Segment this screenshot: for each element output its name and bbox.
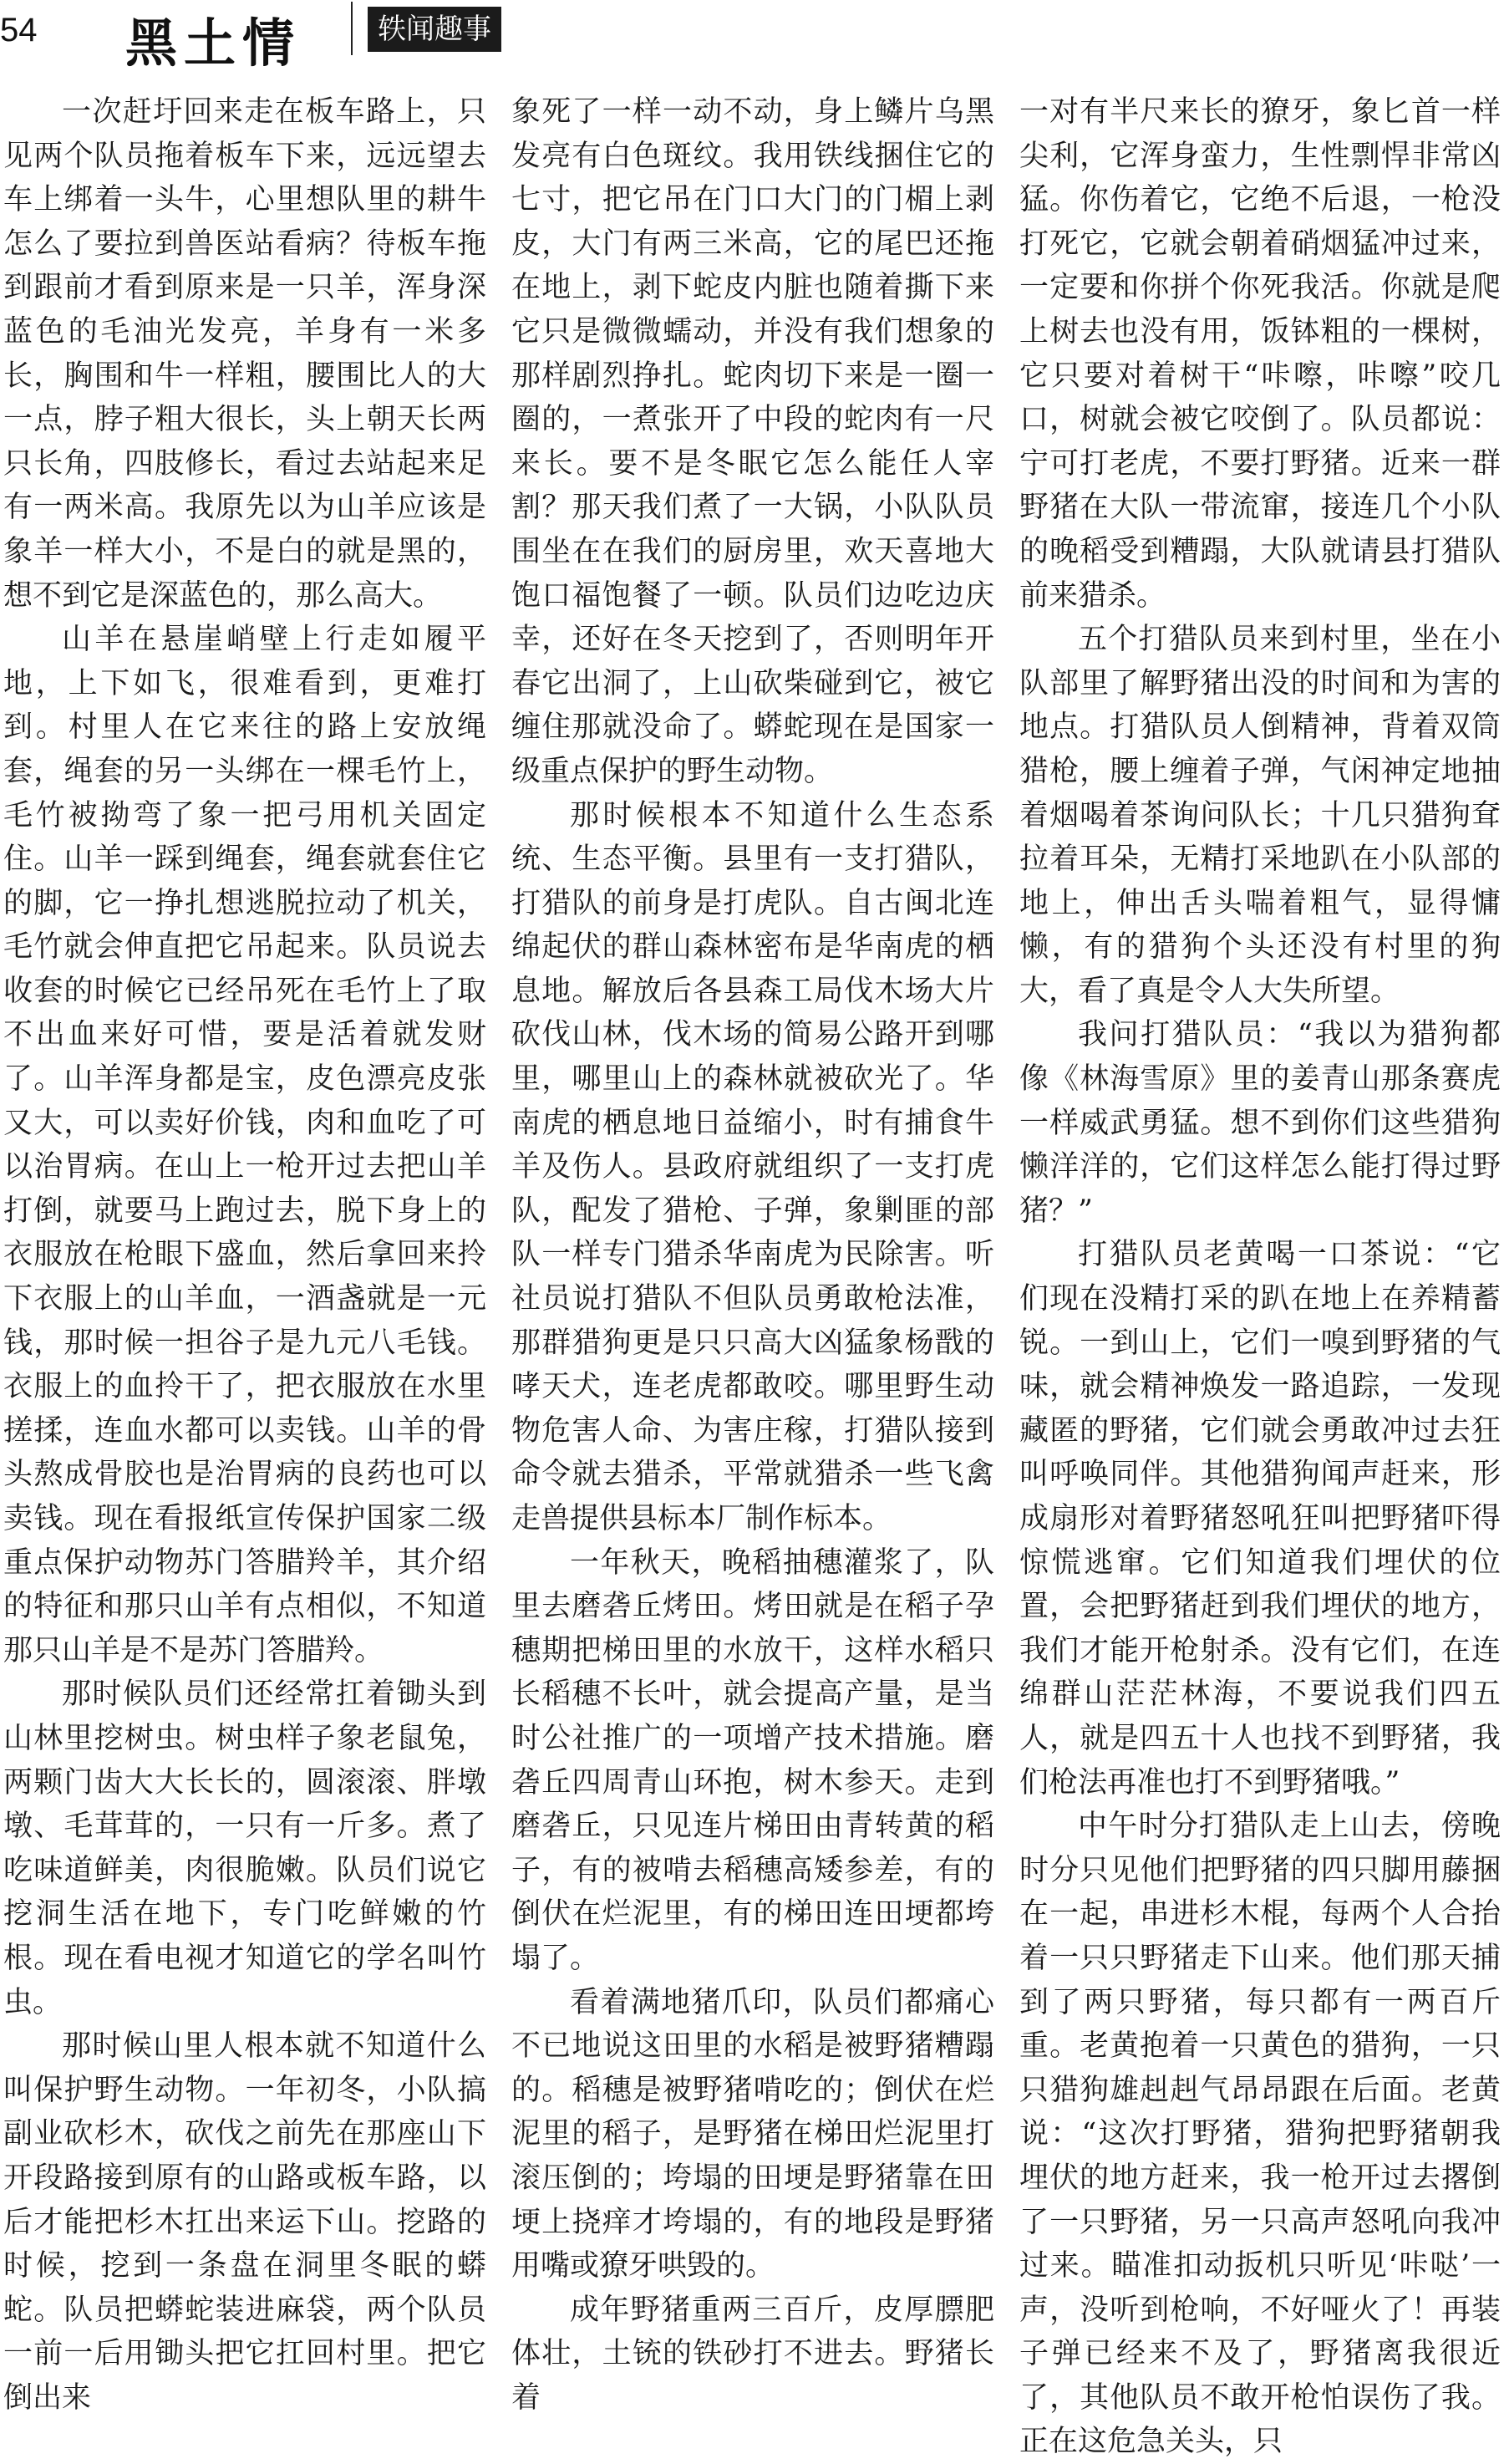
article-paragraph: 看着满地猪爪印，队员们都痛心不已地说这田里的水稻是被野猪糟蹋的。稻穗是被野猪啃吃的；倒伏在烂泥里的稻子，是野猪在梯田烂泥里打滚压倒的；垮塌的田埂是野猪靠在田埂上挠痒才垮塌的，有的地段是野猪用嘴或獠牙哄毁的。: [511, 1985, 994, 2283]
article-paragraph: 一次赶圩回来走在板车路上，只见两个队员拖着板车下来，远远望去车上绑着一头牛，心里想队里的耕牛怎么了要拉到兽医站看病？待板车拖到跟前才看到原来是一只羊，浑身深蓝色的毛油光发亮，羊身有一米多长，胸围和牛一样粗，腰围比人的大一点，脖子粗大很长，头上朝天长两只长角，四肢修长，看过去站起来足有一两米高。我原先以为山羊应该是象羊一样大小，不是白的就是黑的，想不到它是深蓝色的，那么高大。: [3, 95, 486, 613]
article-paragraph: 五个打猎队员来到村里，坐在小队部里了解野猪出没的时间和为害的地点。打猎队员人倒精神，背着双筒猎枪，腰上缠着子弹，气闲神定地抽着烟喝着茶询问队长；十几只猎狗耷拉着耳朵，无精打采地趴在小队部的地上，伸出舌头喘着粗气，显得慵懒，有的猎狗个头还没有村里的狗大，看了真是令人大失所望。: [1019, 623, 1501, 1008]
article-paragraph: 成年野猪重两三百斤，皮厚膘肥体壮，土铳的铁砂打不进去。野猪长着: [511, 2293, 994, 2415]
article-paragraph: 中午时分打猎队走上山去，傍晚时分只见他们把野猪的四只脚用藤捆在一起，串进杉木棍，每两个人合抬着一只只野猪走下山来。他们那天捕到了两只野猪，每只都有一两百斤重。老黄抱着一只黄色的猎狗，一只只猎狗雄赳赳气昂昂跟在后面。老黄说：“这次打野猪，猎狗把野猪朝我埋伏的地方赶来，我一枪开过去撂倒了一只野猪，另一只高声怒吼向我冲过来。瞄准扣动扳机只听见‘咔哒’一声，没听到枪响，不好哑火了！再装子弹已经来不及了，野猪离我很近了，其他队员不敢开枪怕误伤了我。正在这危急关头，只: [1019, 1810, 1501, 2459]
article-column-2: [511, 90, 994, 2415]
article-paragraph: 我问打猎队员：“我以为猎狗都像《林海雪原》里的姜青山那条赛虎一样威武勇猛。想不到你们这些猎狗懒洋洋的，它们这样怎么能打得过野猪？”: [1019, 1018, 1501, 1228]
header-divider: [351, 2, 353, 55]
page-header: [0, 0, 1504, 84]
article-paragraph: 山羊在悬崖峭壁上行走如履平地，上下如飞，很难看到，更难打到。村里人在它来往的路上安放绳套，绳套的另一头绑在一棵毛竹上，毛竹被拗弯了象一把弓用机关固定住。山羊一踩到绳套，绳套就套住它的脚，它一挣扎想逃脱拉动了机关，毛竹就会伸直把它吊起来。队员说去收套的时候它已经吊死在毛竹上了取不出血来好可惜，要是活着就发财了。山羊浑身都是宝，皮色漂亮皮张又大，可以卖好价钱，肉和血吃了可以治胃病。在山上一枪开过去把山羊打倒，就要马上跑过去，脱下身上的衣服放在枪眼下盛血，然后拿回来拎下衣服上的山羊血，一酒盏就是一元钱，那时候一担谷子是九元八毛钱。衣服上的血拎干了，把衣服放在水里搓揉，连血水都可以卖钱。山羊的骨头熬成骨胶也是治胃病的良药也可以卖钱。现在看报纸宣传保护国家二级重点保护动物苏门答腊羚羊，其介绍的特征和那只山羊有点相似，不知道那只山羊是不是苏门答腊羚。: [3, 623, 486, 1667]
article-column-3: [1019, 90, 1501, 2459]
article-paragraph: 一年秋天，晚稻抽穗灌浆了，队里去磨砻丘烤田。烤田就是在稻子孕穗期把梯田里的水放干，这样水稻只长稻穗不长叶，就会提高产量，是当时公社推广的一项增产技术措施。磨砻丘四周青山环抱，树木参天。走到磨砻丘，只见连片梯田由青转黄的稻子，有的被啃去稻穗高矮参差，有的倒伏在烂泥里，有的梯田连田埂都垮塌了。: [511, 1545, 994, 1975]
article-paragraph: 一对有半尺来长的獠牙，象匕首一样尖利，它浑身蛮力，生性剽悍非常凶猛。你伤着它，它绝不后退，一枪没打死它，它就会朝着硝烟猛冲过来，一定要和你拼个你死我活。你就是爬上树去也没有用，饭钵粗的一棵树，它只要对着树干“咔嚓，咔嚓”咬几口，树就会被它咬倒了。队员都说：宁可打老虎，不要打野猪。近来一群野猪在大队一带流窜，接连几个小队的晚稻受到糟蹋，大队就请县打猎队前来猎杀。: [1019, 95, 1501, 613]
article-column-1: [3, 90, 486, 2415]
article-paragraph: 那时候队员们还经常扛着锄头到山林里挖树虫。树虫样子象老鼠兔，两颗门齿大大长长的，圆滚滚、胖墩墩、毛茸茸的，一只有一斤多。煮了吃味道鲜美，肉很脆嫩。队员们说它挖洞生活在地下，专门吃鲜嫩的竹根。现在看电视才知道它的学名叫竹虫。: [3, 1677, 486, 2019]
article-paragraph: 那时候山里人根本就不知道什么叫保护野生动物。一年初冬，小队搞副业砍杉木，砍伐之前先在那座山下开段路接到原有的山路或板车路，以后才能把杉木扛出来运下山。挖路的时候，挖到一条盘在洞里冬眠的蟒蛇。队员把蟒蛇装进麻袋，两个队员一前一后用锄头把它扛回村里。把它倒出来: [3, 2029, 486, 2415]
page-number: 54: [0, 12, 38, 48]
column-tag: 轶闻趣事: [368, 7, 501, 52]
article-paragraph: 打猎队员老黄喝一口茶说：“它们现在没精打采的趴在地上在养精蓄锐。一到山上，它们一嗅到野猪的气味，就会精神焕发一路追踪，一发现藏匿的野猪，它们就会勇敢冲过去狂叫呼唤同伴。其他猎狗闻声赶来，形成扇形对着野猪怒吼狂叫把野猪吓得惊慌逃窜。它们知道我们埋伏的位置，会把野猪赶到我们埋伏的地方，我们才能开枪射杀。没有它们，在连绵群山茫茫林海，不要说我们四五人，就是四五十人也找不到野猪，我们枪法再准也打不到野猪哦。”: [1019, 1238, 1501, 1800]
magazine-title: 黑土情: [125, 13, 302, 74]
article-paragraph: 那时候根本不知道什么生态系统、生态平衡。县里有一支打猎队，打猎队的前身是打虎队。自古闽北连绵起伏的群山森林密布是华南虎的栖息地。解放后各县森工局伐木场大片砍伐山林，伐木场的简易公路开到哪里，哪里山上的森林就被砍光了。华南虎的栖息地日益缩小，时有捕食牛羊及伤人。县政府就组织了一支打虎队，配发了猎枪、子弹，象剿匪的部队一样专门猎杀华南虎为民除害。听社员说打猎队不但队员勇敢枪法准，那群猎狗更是只只高大凶猛象杨戬的哮天犬，连老虎都敢咬。哪里野生动物危害人命、为害庄稼，打猎队接到命令就去猎杀，平常就猎杀一些飞禽走兽提供县标本厂制作标本。: [511, 798, 994, 1535]
article-paragraph: 象死了一样一动不动，身上鳞片乌黑发亮有白色斑纹。我用铁线捆住它的七寸，把它吊在门口大门的门楣上剥皮，大门有两三米高，它的尾巴还拖在地上，剥下蛇皮内脏也随着撕下来它只是微微蠕动，并没有我们想象的那样剧烈挣扎。蛇肉切下来是一圈一圈的，一煮张开了中段的蛇肉有一尺来长。要不是冬眠它怎么能任人宰割？那天我们煮了一大锅，小队队员围坐在在我们的厨房里，欢天喜地大饱口福饱餐了一顿。队员们边吃边庆幸，还好在冬天挖到了，否则明年开春它出洞了，上山砍柴碰到它，被它缠住那就没命了。蟒蛇现在是国家一级重点保护的野生动物。: [511, 95, 994, 788]
